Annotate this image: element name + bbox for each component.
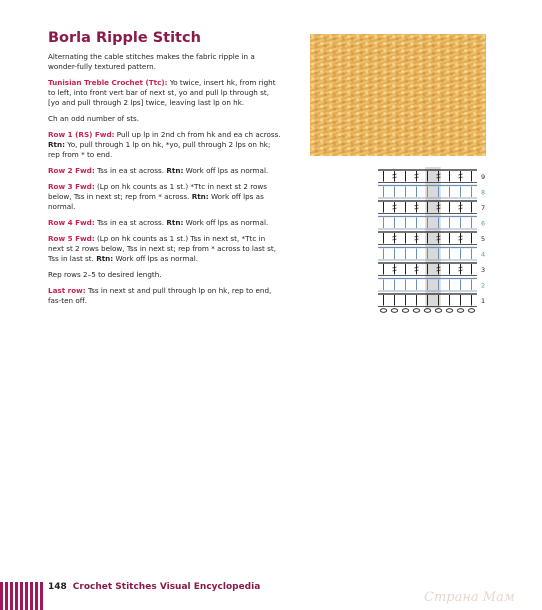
chart-ttc-tick	[393, 208, 397, 209]
last-row	[48, 286, 282, 306]
instructions	[48, 52, 282, 312]
chart-ttc-tick	[459, 267, 463, 268]
chart-ttc-tick	[393, 270, 397, 271]
row-5-label: Row 5 Fwd:	[48, 234, 95, 243]
row-1-rtn-label: Rtn:	[48, 140, 65, 149]
chart-ttc-tick	[459, 177, 463, 178]
watermark: Страна Мам	[424, 590, 515, 605]
chart-ttc-tick	[415, 236, 419, 237]
footer-bar	[0, 582, 44, 610]
chart-chain-stitch	[413, 309, 419, 313]
chain-instruction: Ch an odd number of sts.	[48, 114, 140, 123]
row-5-rtn-label: Rtn:	[96, 254, 114, 263]
chart-chain-stitch	[468, 309, 474, 313]
row-4-label: Row 4 Fwd:	[48, 218, 95, 227]
chart-ttc-tick	[459, 208, 463, 209]
row-4-text: Tss in ea st across.	[94, 218, 165, 227]
chart-ttc-tick	[415, 270, 419, 271]
row-3-rtn-label: Rtn:	[191, 192, 209, 201]
chart-row-number: 3	[481, 265, 486, 274]
row-4-rtn-text: Work off lps as normal.	[183, 218, 269, 227]
row-5-rtn-text: Work off lps as normal.	[113, 254, 199, 263]
stitch-swatch-photo	[310, 34, 486, 156]
chart-ttc-tick	[393, 205, 397, 206]
row-2-rtn-text: Work off lps as normal.	[183, 166, 269, 175]
row-2-rtn-label: Rtn:	[166, 166, 184, 175]
chart-row-number: 4	[481, 250, 486, 259]
book-title: Crochet Stitches Visual Encyclopedia	[72, 582, 261, 592]
page-title: Borla Ripple Stitch	[48, 30, 201, 46]
ttc-text: Yo twice, insert hk, from right to left, into front vert bar of next st, yo and pull lp through st, [yo and pull through 2 lps] twice, leaving last lp on hk.	[48, 78, 276, 107]
chart-ttc-tick	[415, 239, 419, 240]
chart-ttc-tick	[393, 236, 397, 237]
chart-ttc-tick	[415, 205, 419, 206]
chart-chain-stitch	[380, 309, 386, 313]
chart-row-number: 5	[481, 234, 486, 243]
chart-ttc-tick	[459, 239, 463, 240]
row-3-text: (Lp on hk counts as 1 st.) *Ttc in next st 2 rows below, Tss in next st; rep from * across.	[48, 182, 268, 201]
chart-ttc-tick	[415, 208, 419, 209]
chart-chain-stitch	[435, 309, 441, 313]
chart-ttc-tick	[393, 177, 397, 178]
row-4	[48, 218, 282, 228]
row-2-label: Row 2 Fwd:	[48, 166, 95, 175]
row-1-label: Row 1 (RS) Fwd:	[48, 130, 115, 139]
ttc-definition	[48, 78, 282, 108]
repeat-instruction: Rep rows 2–5 to desired length.	[48, 270, 162, 279]
last-row-text: Tss in next st and pull through lp on hk, rep to end, fas-ten off.	[48, 286, 272, 305]
chart-chain-stitch	[457, 309, 463, 313]
chart-ttc-tick	[393, 174, 397, 175]
row-5-text: (Lp on hk counts as 1 st.) Tss in next st, *Ttc in next st 2 rows below, Tss in next st; rep from * across to last st, Tss in last st.	[48, 234, 277, 263]
row-1-rtn-text: Yo, pull through 1 lp on hk, *yo, pull through 2 lps on hk; rep from * to end.	[48, 140, 271, 159]
row-3-label: Row 3 Fwd:	[48, 182, 95, 191]
chart-ttc-tick	[459, 236, 463, 237]
chart-row-number: 6	[481, 219, 486, 228]
chart-chain-stitch	[446, 309, 452, 313]
row-2-text: Tss in ea st across.	[94, 166, 165, 175]
chart-row-number: 1	[481, 296, 486, 305]
row-2	[48, 166, 282, 176]
chart-chain-stitch	[402, 309, 408, 313]
row-4-rtn-label: Rtn:	[166, 218, 184, 227]
intro-paragraph: Alternating the cable stitches makes the fabric ripple in a wonder-fully textured pattern.	[48, 52, 255, 71]
row-3	[48, 182, 282, 212]
chart-row-number: 2	[481, 281, 486, 290]
last-row-label: Last row:	[48, 286, 86, 295]
chart-ttc-tick	[459, 174, 463, 175]
chart-ttc-tick	[393, 239, 397, 240]
footer	[48, 582, 260, 592]
chart-row-number: 8	[481, 188, 486, 197]
chart-row-number: 7	[481, 203, 486, 212]
chart-ttc-tick	[459, 270, 463, 271]
chart-ttc-tick	[415, 174, 419, 175]
chart-ttc-tick	[393, 267, 397, 268]
chart-ttc-tick	[415, 177, 419, 178]
page-number: 148	[48, 582, 67, 592]
row-1	[48, 130, 282, 160]
chart-row-number: 9	[481, 172, 486, 181]
stitch-chart	[376, 166, 496, 316]
chart-ttc-tick	[415, 267, 419, 268]
chart-ttc-tick	[459, 205, 463, 206]
row-5	[48, 234, 282, 264]
row-3-rtn-text: Work off lps as normal.	[48, 192, 264, 211]
row-1-text: Pull up lp in 2nd ch from hk and ea ch across.	[114, 130, 281, 139]
chart-chain-stitch	[424, 309, 430, 313]
chart-chain-stitch	[391, 309, 397, 313]
ttc-label: Tunisian Treble Crochet (Ttc):	[48, 78, 168, 87]
